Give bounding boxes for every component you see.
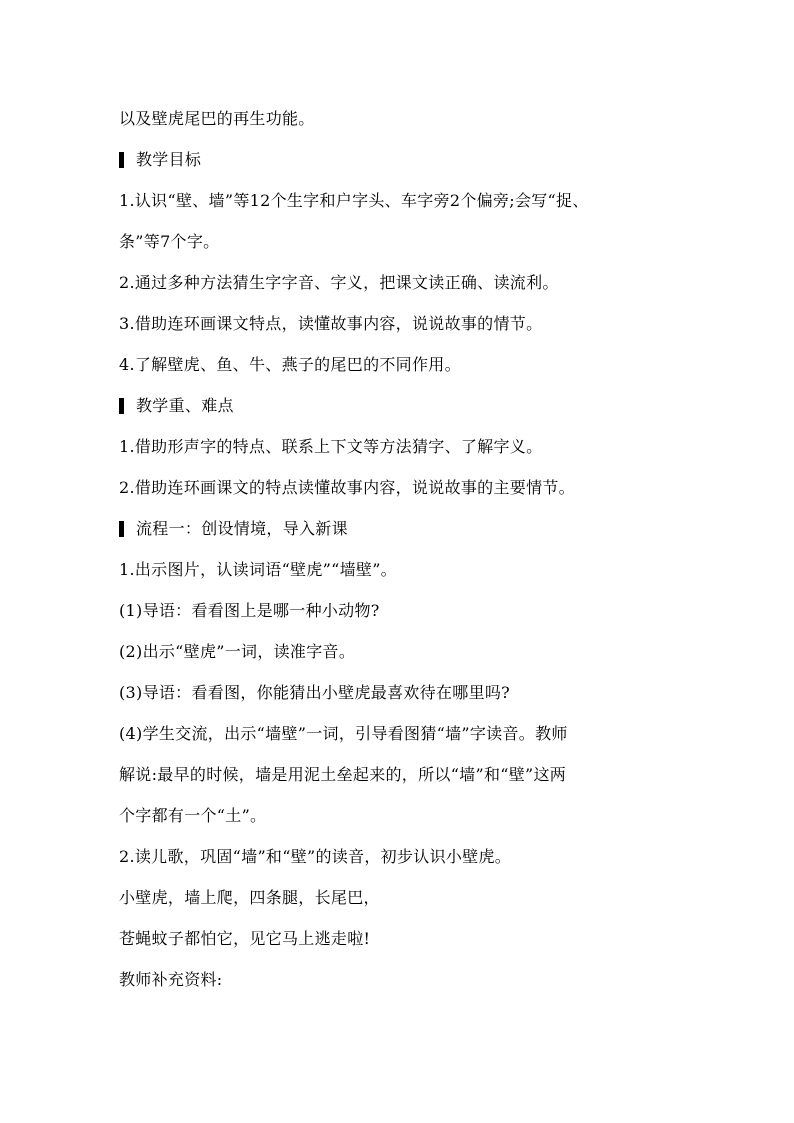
heading-text: 教学目标 bbox=[136, 150, 202, 169]
text-line: 个字都有一个“土”。 bbox=[119, 806, 267, 825]
text-line: 条”等7个字。 bbox=[119, 232, 220, 251]
text-line: (1)导语：看看图上是哪一种小动物? bbox=[119, 601, 380, 620]
text-line: (3)导语：看看图，你能猜出小壁虎最喜欢待在哪里吗? bbox=[119, 683, 511, 702]
text-line: 2.通过多种方法猜生字字音、字义，把课文读正确、读流利。 bbox=[119, 273, 559, 292]
section-heading-teaching-goals bbox=[119, 148, 689, 172]
heading-text: 教学重、难点 bbox=[136, 396, 234, 415]
text-line: 苍蝇蚊子都怕它，见它马上逃走啦! bbox=[119, 929, 371, 948]
text-line: (2)出示“壁虎”一词，读准字音。 bbox=[119, 642, 356, 661]
section-heading-key-points bbox=[119, 394, 689, 418]
text-line: 3.借助连环画课文特点，读懂故事内容，说说故事的情节。 bbox=[119, 314, 543, 333]
text-line: 教师补充资料: bbox=[119, 970, 223, 989]
text-line: 2.借助连环画课文的特点读懂故事内容，说说故事的主要情节。 bbox=[119, 478, 575, 497]
heading-marker-icon bbox=[119, 152, 124, 168]
section-heading-process-one bbox=[119, 517, 689, 541]
text-line: 以及壁虎尾巴的再生功能。 bbox=[119, 109, 315, 128]
heading-text: 流程一：创设情境，导入新课 bbox=[136, 519, 348, 538]
text-line: 1.出示图片，认读词语“壁虎”“墙壁”。 bbox=[119, 560, 397, 579]
text-line: 解说:最早的时候，墙是用泥土垒起来的，所以“墙”和“壁”这两 bbox=[119, 765, 567, 784]
heading-marker-icon bbox=[119, 521, 124, 537]
text-line: 小壁虎，墙上爬，四条腿，长尾巴， bbox=[119, 888, 380, 907]
text-line: (4)学生交流，出示“墙壁”一词，引导看图猜“墙”字读音。教师 bbox=[119, 724, 568, 743]
text-line: 1.认识“壁、墙”等12个生字和户字头、车字旁2个偏旁;会写“捉、 bbox=[119, 191, 589, 210]
text-line: 2.读儿歌，巩固“墙”和“壁”的读音，初步认识小壁虎。 bbox=[119, 847, 512, 866]
heading-marker-icon bbox=[119, 398, 124, 414]
text-line: 1.借助形声字的特点、联系上下文等方法猜字、了解字义。 bbox=[119, 437, 543, 456]
text-line: 4.了解壁虎、鱼、牛、燕子的尾巴的不同作用。 bbox=[119, 355, 461, 374]
